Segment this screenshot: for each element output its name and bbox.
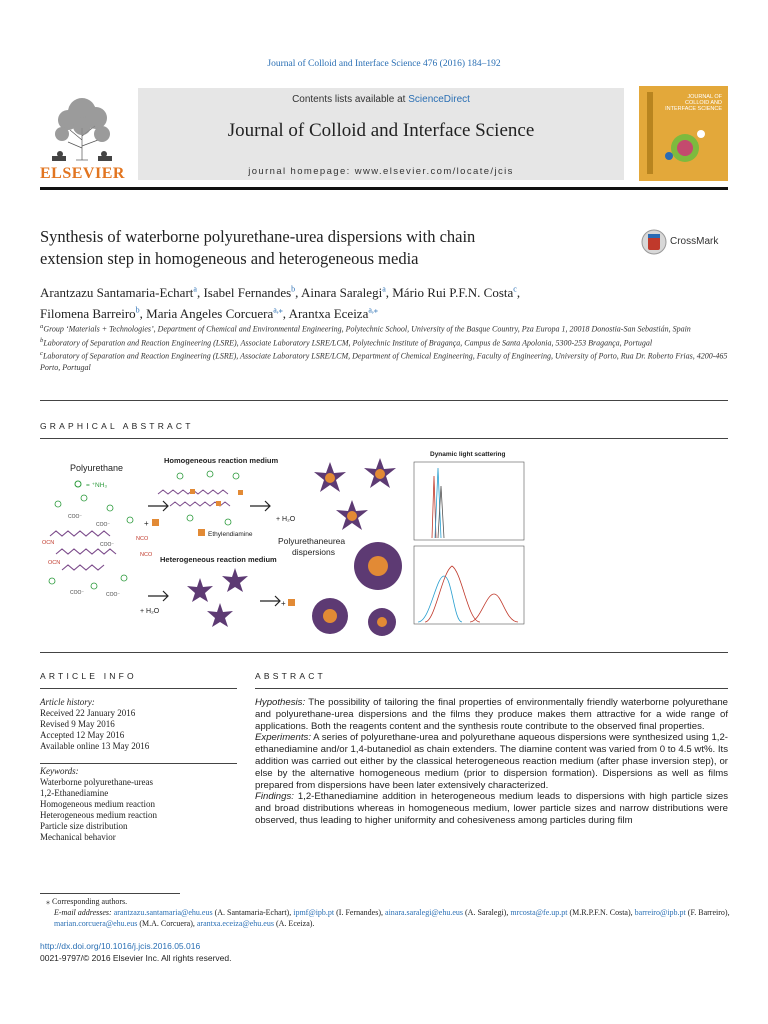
doi-link[interactable]: http://dx.doi.org/10.1016/j.jcis.2016.05.016: [40, 941, 201, 951]
graphical-abstract-heading: GRAPHICAL ABSTRACT: [40, 421, 194, 431]
plus-sign: +: [144, 519, 149, 528]
footnotes: [40, 896, 730, 929]
abstract-findings: Findings: 1,2-Ethanediamine addition in heterogeneous medium leads to dispersions with high particle sizes and broad distributions whereas in homogeneous medium, lower particle sizes and narrow distributions were observed, thus leading to higher uniformity and cohesiveness among particles during film: [255, 791, 728, 826]
abstract-heading: ABSTRACT: [255, 671, 326, 681]
cover-title: JOURNAL OF COLLOID AND INTERFACE SCIENCE: [665, 94, 722, 112]
email-addresses: E-mail addresses: arantzazu.santamaria@ehu.eus (A. Santamaria-Echart), ipmf@ipb.pt (I. Fernandes), ainara.saralegi@ehu.eus (A. Saralegi), mrcosta@fe.up.pt (M.R.P.F.N. Costa), barreiro@ipb.pt (F. Barreiro), marian.corcuera@ehu.eus (M.A. Corcuera), arantxa.eceiza@ehu.eus (A. Eceiza).: [54, 908, 730, 928]
author[interactable]: Mário Rui P.F.N. Costa$^c$,: [392, 285, 521, 301]
graphical-abstract-figure: [40, 446, 730, 644]
article-info-heading: ARTICLE INFO: [40, 671, 137, 681]
email-link[interactable]: barreiro@ipb.pt: [634, 908, 686, 917]
paper-title: Synthesis of waterborne polyurethane-urea dispersions with chain extension step in homogeneous and heterogeneous media: [40, 227, 476, 268]
affiliation: $^b$Laboratory of Separation and Reaction Engineering (LSRE), Associate Laboratory LSRE/LCM, Polytechnic Institute of Bragança, Campus de Santa Apolonia, 5300-253 Bragança, Portugal: [40, 336, 653, 348]
divider: [255, 688, 728, 689]
email-link[interactable]: marian.corcuera@ehu.eus: [54, 919, 138, 928]
heterogeneous-label: Heterogeneous reaction medium: [160, 555, 277, 564]
keyword: Particle size distribution: [40, 821, 128, 831]
divider: [40, 763, 237, 764]
history-item: Available online 13 May 2016: [40, 741, 150, 751]
ethylendiamine-legend: Ethylendiamine: [208, 531, 253, 538]
email-link[interactable]: mrcosta@fe.up.pt: [510, 908, 568, 917]
svg-text:COO⁻: COO⁻: [96, 522, 111, 528]
dls-title: Dynamic light scattering: [430, 451, 506, 458]
keyword: Heterogeneous medium reaction: [40, 810, 157, 820]
email-link[interactable]: ipmf@ipb.pt: [293, 908, 335, 917]
divider: [40, 652, 728, 653]
elsevier-wordmark: ELSEVIER: [40, 165, 125, 182]
crossmark-icon[interactable]: [641, 229, 667, 255]
article-history: Article history: Received 22 January 2016 Revised 9 May 2016 Accepted 12 May 2016 Available online 13 May 2016: [40, 697, 240, 752]
keywords: Keywords: Waterborne polyurethane-ureas 1,2-Ethanediamine Homogeneous medium reaction Heterogeneous medium reaction Particle size distribution Mechanical behavior: [40, 766, 240, 843]
sciencedirect-link[interactable]: ScienceDirect: [408, 94, 470, 105]
heterogeneous-intermediate: [187, 568, 248, 627]
history-item: Revised 9 May 2016: [40, 719, 115, 729]
nco-label: NCO: [140, 552, 153, 558]
dls-chart-bottom: [414, 546, 524, 624]
keyword: Homogeneous medium reaction: [40, 799, 155, 809]
crossmark-label[interactable]: CrossMark: [670, 236, 719, 247]
svg-text:COO⁻: COO⁻: [68, 514, 83, 520]
keyword: Waterborne polyurethane-ureas: [40, 777, 153, 787]
divider: [40, 438, 728, 439]
nco-label: NCO: [136, 536, 149, 542]
email-link[interactable]: ainara.saralegi@ehu.eus: [385, 908, 464, 917]
abstract-hypothesis: Hypothesis: The possibility of tailoring the final properties of environmentally friendly waterborne polyurethane and polyurethane-urea dispersions and the films they produce makes them attractive for a wide range of applications. Both the reagents content and the synthesis route contribute to the observed final properties.: [255, 697, 728, 732]
email-link[interactable]: arantzazu.santamaria@ehu.eus: [113, 908, 213, 917]
history-item: Received 22 January 2016: [40, 708, 136, 718]
svg-text:COO⁻: COO⁻: [100, 542, 115, 548]
water-label: + H₂O: [276, 516, 296, 523]
author[interactable]: Arantzazu Santamaria-Echart$^a$,: [40, 285, 204, 301]
journal-cover-image: [639, 86, 728, 181]
author[interactable]: Arantxa Eceiza$^{a,⁎}$: [288, 305, 378, 321]
ocn-label: OCN: [42, 540, 55, 546]
pu-dispersions-label-2: dispersions: [292, 547, 335, 557]
affiliation: $^c$Laboratory of Separation and Reaction Engineering (LSRE), Associate Laboratory LSRE/LCM, Department of Chemical Engineering, Faculty of Engineering, University of Porto, Rua Dr. Roberto Frias, 4200-465 Porto, Portugal: [40, 350, 728, 372]
author[interactable]: Filomena Barreiro$^b$,: [40, 305, 147, 321]
author[interactable]: Maria Angeles Corcuera$^{a,⁎}$,: [146, 305, 289, 321]
svg-text:COO⁻: COO⁻: [70, 590, 85, 596]
ocn-label: OCN: [48, 560, 61, 566]
corresponding-note: ⁎ Corresponding authors.: [46, 897, 128, 906]
water-label: + H₂O: [140, 608, 160, 615]
contents-line: Contents lists available at ScienceDirect: [292, 94, 470, 105]
pu-dispersions-label-1: Polyurethaneurea: [278, 536, 346, 546]
nh3-legend: = ⁺NH₃: [86, 482, 108, 489]
abstract-body: [255, 697, 728, 827]
divider: [40, 688, 237, 689]
affiliation: $^a$Group ‘Materials + Technologies’, Department of Chemical and Environmental Engineering, Polytechnic School, University of the Basque Country, Pza Europa 1, 20018 Donostia-San Sebastián, Spain: [40, 323, 691, 334]
abstract-experiments: Experiments: A series of polyurethane-urea and polyurethane aqueous dispersions were synthesized using 1,2-ethanediamine and/or 1,4-butanediol as chain extenders. The diamine content was varied from 0 to 4.5 wt%. Its addition was carried out either by the classical heterogeneous reaction medium (after phase inversion step), or else by the alternative homogeneous medium (prior to dispersion formation). Dispersions as well as films prepared from dispersions have been later extensively characterized.: [255, 732, 728, 791]
homogeneous-label: Homogeneous reaction medium: [164, 456, 279, 465]
author[interactable]: Isabel Fernandes$^b$,: [203, 285, 301, 301]
history-item: Accepted 12 May 2016: [40, 730, 125, 740]
keyword: Mechanical behavior: [40, 832, 116, 842]
homogeneous-particles: [314, 458, 396, 530]
svg-text:COO⁻: COO⁻: [106, 592, 121, 598]
email-link[interactable]: arantxa.eceiza@ehu.eus: [196, 919, 274, 928]
journal-reference-link[interactable]: Journal of Colloid and Interface Science 476 (2016) 184–192: [267, 59, 501, 69]
footnote-divider: [40, 893, 180, 894]
copyright: 0021-9797/© 2016 Elsevier Inc. All rights reserved.: [40, 953, 232, 963]
reaction-arrows: [148, 501, 280, 606]
header-divider: [40, 187, 728, 190]
keyword: 1,2-Ethanediamine: [40, 788, 109, 798]
journal-title: Journal of Colloid and Interface Science: [227, 120, 535, 141]
divider: [40, 400, 728, 401]
cover-artwork: [639, 86, 728, 181]
polyurethane-label: Polyurethane: [70, 463, 124, 473]
dls-chart-top: [414, 462, 524, 540]
author[interactable]: Ainara Saralegi$^a$,: [300, 285, 393, 301]
plus-sign: +: [281, 599, 286, 608]
journal-homepage-link[interactable]: journal homepage: www.elsevier.com/locate/jcis: [248, 166, 514, 177]
author-list: [40, 281, 730, 322]
affiliations: [40, 321, 730, 373]
